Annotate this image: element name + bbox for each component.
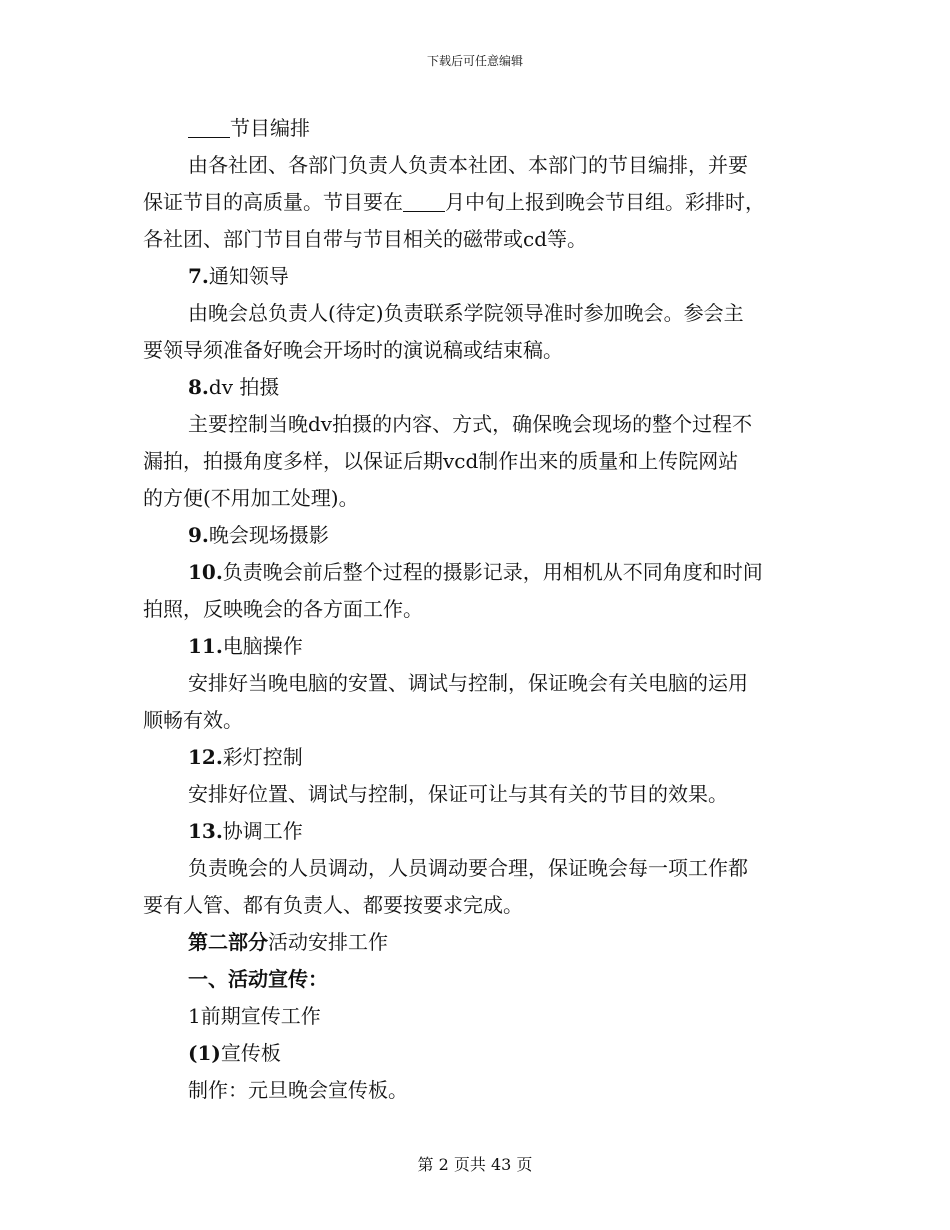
item-heading-10: 10.负责晚会前后整个过程的摄影记录，用相机从不同角度和时间 <box>188 560 763 584</box>
paragraph-line: 的方便(不用加工处理)。 <box>143 486 359 510</box>
paragraph-line: 安排好当晚电脑的安置、调试与控制，保证晚会有关电脑的运用 <box>188 671 748 695</box>
paragraph-line: 要领导须准备好晚会开场时的演说稿或结束稿。 <box>143 338 563 362</box>
item-heading-12: 12.彩灯控制 <box>188 745 303 769</box>
item-heading-board: (1)宣传板 <box>188 1041 281 1065</box>
part-heading: 第二部分活动安排工作 <box>188 930 388 954</box>
paragraph-line: 由晚会总负责人(待定)负责联系学院领导准时参加晚会。参会主 <box>188 301 744 325</box>
paragraph-line: 主要控制当晚dv拍摄的内容、方式，确保晚会现场的整个过程不 <box>188 412 753 436</box>
section-heading-program: 节目编排 <box>143 110 815 147</box>
document-body <box>143 110 815 1109</box>
item-heading-11: 11.电脑操作 <box>188 634 303 658</box>
item-heading-8: 8.dv 拍摄 <box>188 375 280 399</box>
item-heading-9: 9.晚会现场摄影 <box>188 523 329 547</box>
page-header: 下载后可任意编辑 <box>426 54 523 68</box>
paragraph-line: 漏拍，拍摄角度多样，以保证后期vcd制作出来的质量和上传院网站 <box>143 449 739 473</box>
section-heading-promotion: 一、活动宣传： <box>188 967 328 991</box>
paragraph-line: 各社团、部门节目自带与节目相关的磁带或cd等。 <box>143 227 588 251</box>
paragraph-line: 顺畅有效。 <box>143 708 243 732</box>
paragraph-line: 安排好位置、调试与控制，保证可让与其有关的节目的效果。 <box>188 782 728 806</box>
page-footer: 第 2 页共 43 页 <box>417 1155 533 1174</box>
paragraph-line: 拍照，反映晚会的各方面工作。 <box>143 597 423 621</box>
paragraph-line: 制作：元旦晚会宣传板。 <box>188 1078 408 1102</box>
subsection-heading: 1前期宣传工作 <box>188 1004 321 1028</box>
item-heading-7: 7.通知领导 <box>188 264 289 288</box>
blank-underline <box>188 115 230 138</box>
paragraph-line: 要有人管、都有负责人、都要按要求完成。 <box>143 893 523 917</box>
paragraph-line: 负责晚会的人员调动，人员调动要合理，保证晚会每一项工作都 <box>188 856 748 880</box>
item-heading-13: 13.协调工作 <box>188 819 303 843</box>
paragraph-line: 由各社团、各部门负责人负责本社团、本部门的节目编排，并要 <box>188 153 748 177</box>
blank-underline <box>403 189 445 212</box>
paragraph-line: 保证节目的高质量。节目要在 月中旬上报到晚会节目组。彩排时， <box>143 190 765 214</box>
